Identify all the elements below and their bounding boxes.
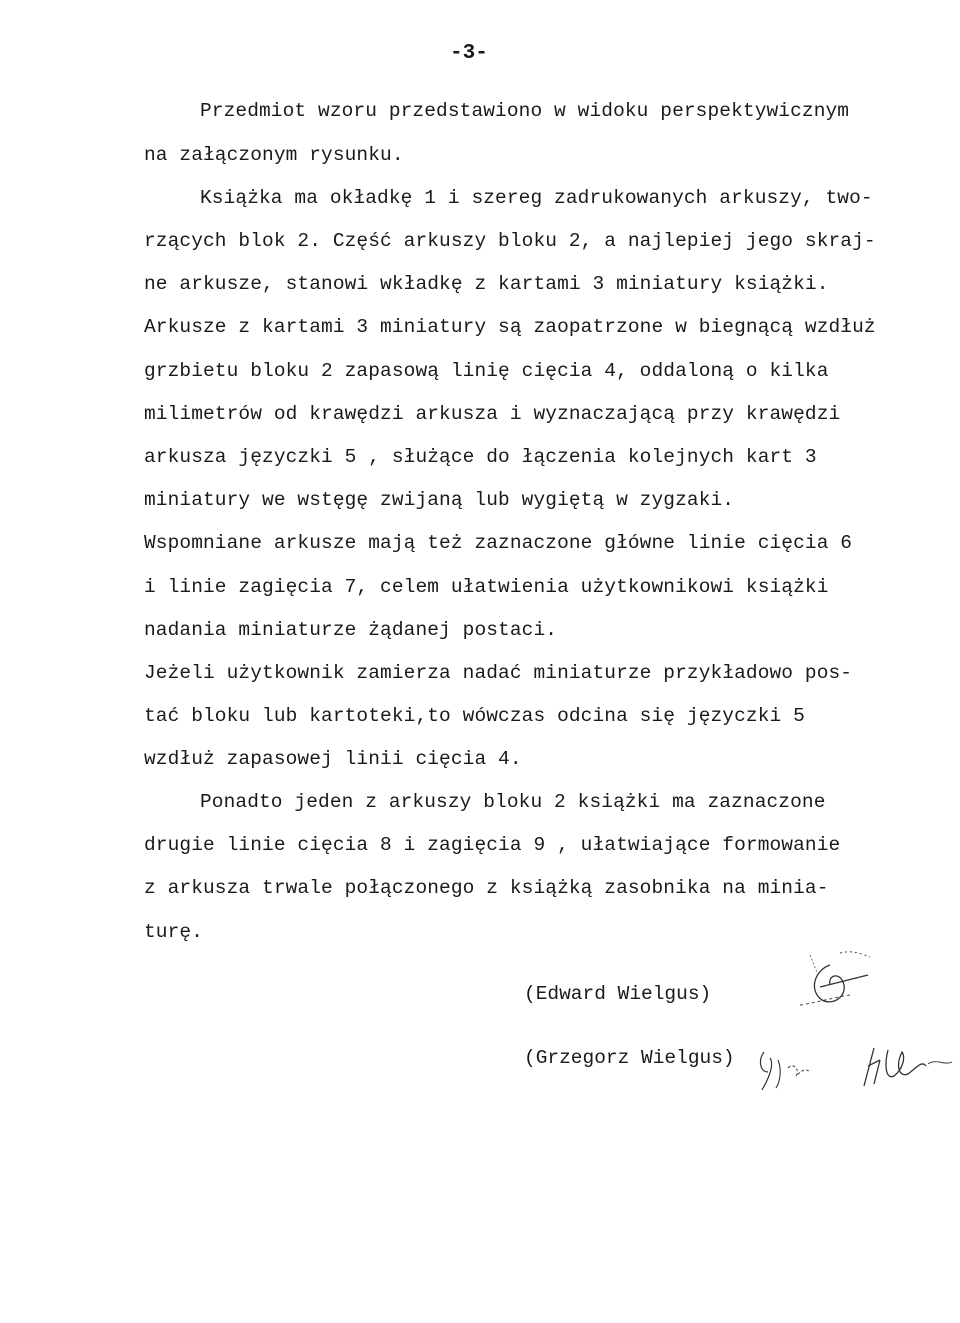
text-line: na załączonym rysunku. — [144, 144, 404, 166]
text-line: Arkusze z kartami 3 miniatury są zaopatrzone w biegnącą wzdłuż — [144, 316, 876, 338]
text-line: i linie zagięcia 7, celem ułatwienia użytkownikowi książki — [144, 576, 829, 598]
text-line: Wspomniane arkusze mają też zaznaczone główne linie cięcia 6 — [144, 532, 853, 554]
handwritten-signature-2 — [756, 1030, 956, 1100]
text-line: miniatury we wstęgę zwijaną lub wygiętą w zygzaki. — [144, 489, 735, 511]
text-line: grzbietu bloku 2 zapasową linię cięcia 4, oddaloną o kilka — [144, 360, 829, 382]
text-line: ne arkusze, stanowi wkładkę z kartami 3 miniatury książki. — [144, 273, 829, 295]
text-line: Ponadto jeden z arkuszy bloku 2 książki ma zaznaczone — [200, 791, 826, 813]
text-line: arkusza języczki 5 , służące do łączenia kolejnych kart 3 — [144, 446, 817, 468]
text-line: Jeżeli użytkownik zamierza nadać miniaturze przykładowo pos- — [144, 662, 853, 684]
text-line: Przedmiot wzoru przedstawiono w widoku perspektywicznym — [200, 100, 850, 122]
text-line: turę. — [144, 921, 204, 943]
page-number: -3- — [450, 42, 488, 65]
text-line: milimetrów od krawędzi arkusza i wyznaczającą przy krawędzi — [144, 403, 841, 425]
text-line: rzących blok 2. Część arkuszy bloku 2, a najlepiej jego skraj- — [144, 230, 876, 252]
text-line: drugie linie cięcia 8 i zagięcia 9 , ułatwiające formowanie — [144, 834, 841, 856]
signatory-name-edward: (Edward Wielgus) — [524, 983, 712, 1005]
text-line: wzdłuż zapasowej linii cięcia 4. — [144, 748, 522, 770]
text-line: Książka ma okładkę 1 i szereg zadrukowanych arkuszy, two- — [200, 187, 873, 209]
text-line: z arkusza trwale połączonego z książką zasobnika na minia- — [144, 877, 829, 899]
handwritten-signature-1 — [780, 945, 890, 1040]
text-line: tać bloku lub kartoteki,to wówczas odcina się języczki 5 — [144, 705, 805, 727]
text-line: nadania miniaturze żądanej postaci. — [144, 619, 558, 641]
signatory-name-grzegorz: (Grzegorz Wielgus) — [524, 1047, 735, 1069]
